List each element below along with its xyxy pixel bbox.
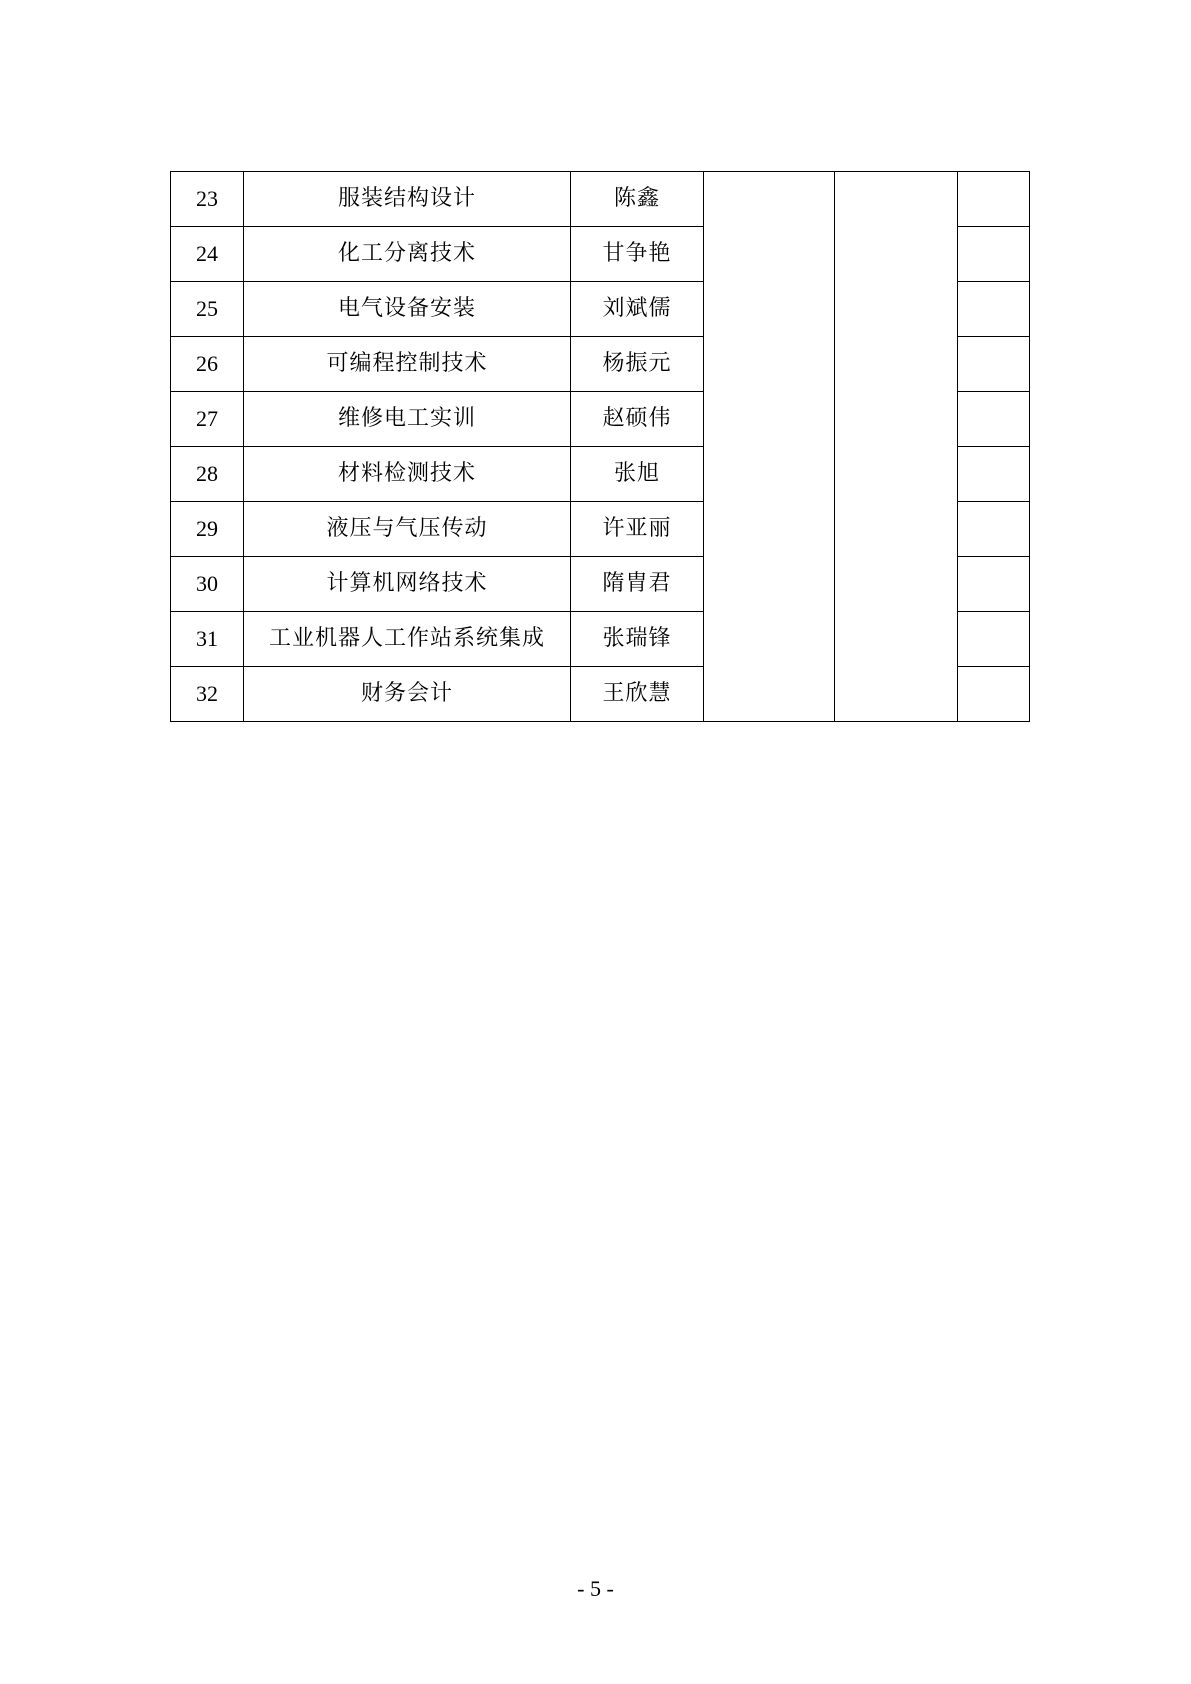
empty-cell (958, 557, 1030, 612)
row-number: 30 (171, 557, 244, 612)
empty-cell (958, 667, 1030, 722)
course-name: 计算机网络技术 (244, 557, 571, 612)
merged-empty-cell (704, 172, 835, 722)
teacher-name: 王欣慧 (571, 667, 704, 722)
course-name: 维修电工实训 (244, 392, 571, 447)
course-name: 服装结构设计 (244, 172, 571, 227)
teacher-name: 张瑞锋 (571, 612, 704, 667)
merged-empty-cell (835, 172, 958, 722)
row-number: 28 (171, 447, 244, 502)
teacher-name: 张旭 (571, 447, 704, 502)
row-number: 31 (171, 612, 244, 667)
course-name: 材料检测技术 (244, 447, 571, 502)
course-name: 可编程控制技术 (244, 337, 571, 392)
course-name: 工业机器人工作站系统集成 (244, 612, 571, 667)
teacher-name: 杨振元 (571, 337, 704, 392)
empty-cell (958, 612, 1030, 667)
teacher-name: 许亚丽 (571, 502, 704, 557)
row-number: 27 (171, 392, 244, 447)
row-number: 32 (171, 667, 244, 722)
course-name: 财务会计 (244, 667, 571, 722)
row-number: 29 (171, 502, 244, 557)
teacher-name: 隋胄君 (571, 557, 704, 612)
teacher-name: 甘争艳 (571, 227, 704, 282)
empty-cell (958, 227, 1030, 282)
course-name: 化工分离技术 (244, 227, 571, 282)
row-number: 23 (171, 172, 244, 227)
empty-cell (958, 447, 1030, 502)
empty-cell (958, 282, 1030, 337)
course-name: 电气设备安装 (244, 282, 571, 337)
row-number: 25 (171, 282, 244, 337)
page-number: - 5 - (577, 1576, 614, 1601)
table-row (171, 172, 1030, 227)
course-table (170, 171, 1030, 722)
teacher-name: 刘斌儒 (571, 282, 704, 337)
teacher-name: 赵硕伟 (571, 392, 704, 447)
row-number: 26 (171, 337, 244, 392)
row-number: 24 (171, 227, 244, 282)
empty-cell (958, 392, 1030, 447)
teacher-name: 陈鑫 (571, 172, 704, 227)
empty-cell (958, 337, 1030, 392)
empty-cell (958, 502, 1030, 557)
empty-cell (958, 172, 1030, 227)
course-name: 液压与气压传动 (244, 502, 571, 557)
